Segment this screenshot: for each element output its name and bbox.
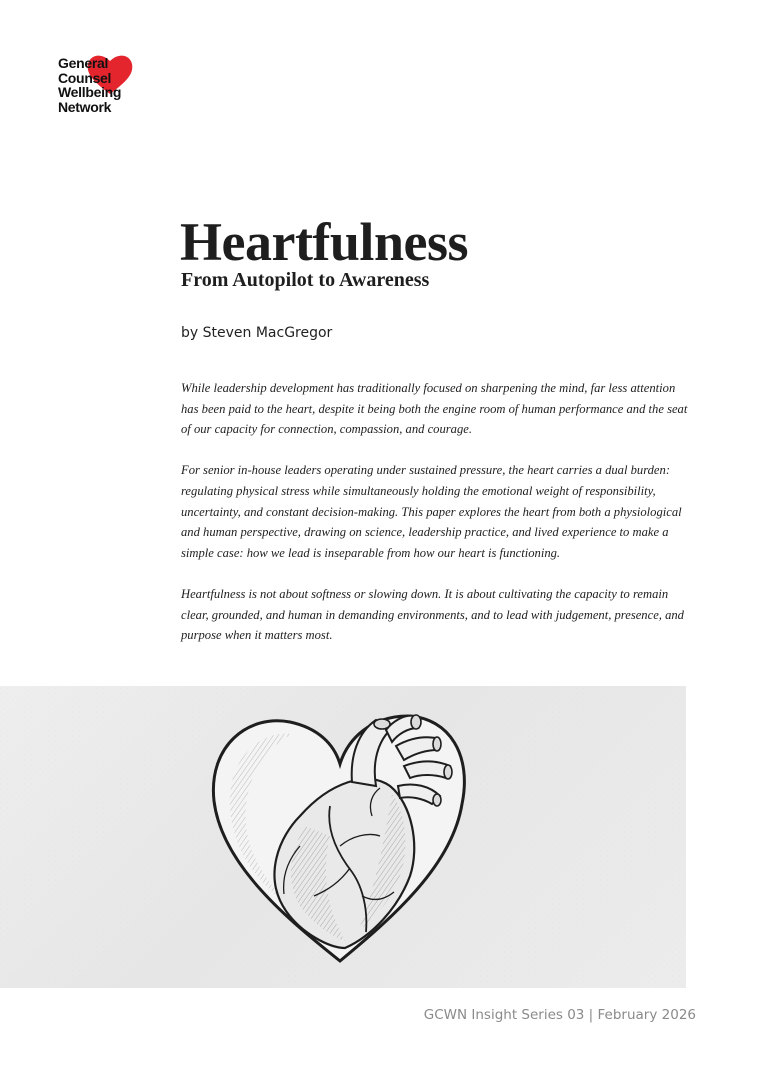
logo-line-4: Network [58, 98, 112, 115]
logo-line-3: Wellbeing [58, 84, 122, 100]
logo-line-2: Counsel [58, 69, 112, 86]
hero-image [0, 686, 686, 988]
anatomical-heart-icon [0, 686, 686, 988]
abstract-paragraph: Heartfulness is not about softness or slowing down. It is about cultivating the capacity to remain clear, grounded, and human in demanding environments, and to lead with judgement, presence, and purpose when it matters most. [181, 586, 684, 643]
author-byline: by Steven MacGregor [181, 325, 333, 341]
document-subtitle: From Autopilot to Awareness [181, 269, 430, 291]
gcwn-logo [58, 52, 138, 118]
abstract-paragraph: While leadership development has traditionally focused on sharpening the mind, far less attention has been paid to the heart, despite it being both the engine room of human performance and the seat of our capacity for connection, compassion, and courage. [181, 381, 688, 437]
logo-wordmark [58, 56, 121, 114]
footer-series-info: GCWN Insight Series 03 | February 2026 [423, 1007, 696, 1023]
abstract [181, 378, 689, 666]
abstract-paragraph: For senior in-house leaders operating under sustained pressure, the heart carries a dual burden: regulating physical stress while simultaneously holding the emotional weight of responsibility, uncertainty, and constant decision-making. This paper explores the heart from both a physiological and human perspective, drawing on science, leadership practice, and lived experience to make a simple case: how we lead is inseparable from how our heart is functioning. [181, 463, 682, 560]
logo-line-1: General [58, 55, 109, 71]
document-title: Heartfulness [180, 212, 468, 272]
